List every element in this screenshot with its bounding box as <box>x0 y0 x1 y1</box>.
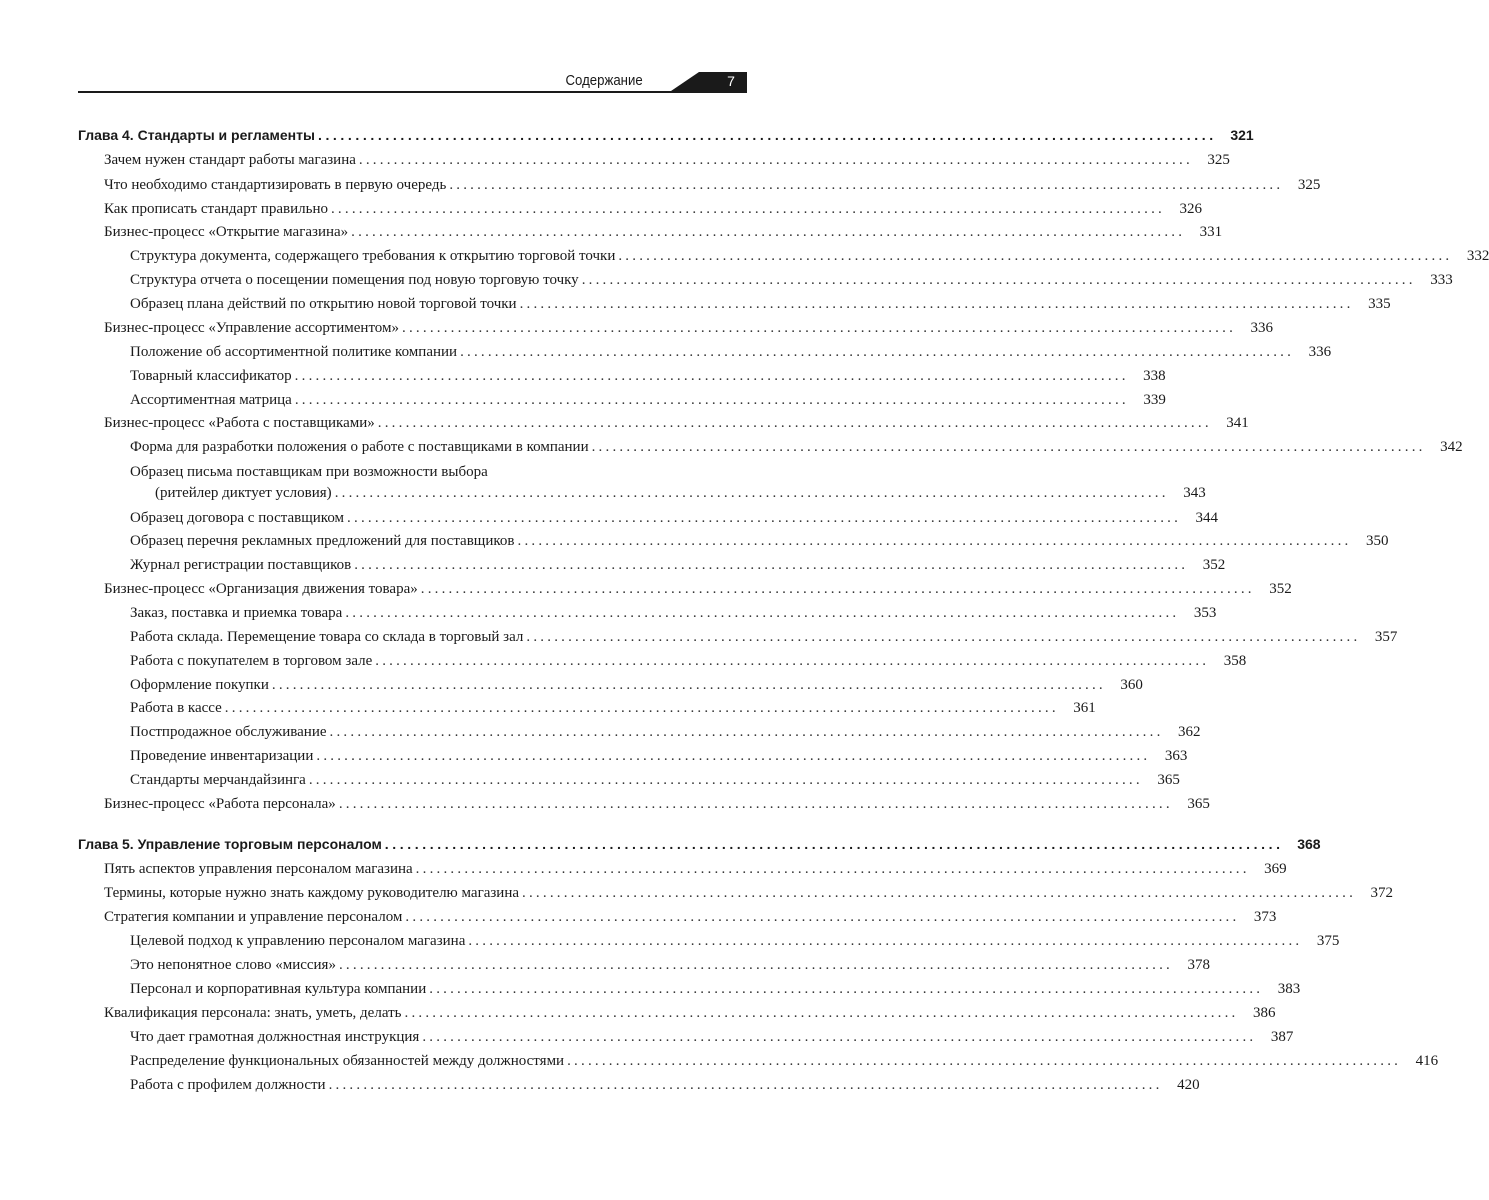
page-number: 7 <box>727 73 735 89</box>
dot-leader: ........................................................................................................................ <box>618 248 1453 264</box>
dot-leader: ........................................................................................................................ <box>338 796 1173 812</box>
toc-entry-title: Бизнес-процесс «Управление ассортиментом» <box>104 320 400 336</box>
toc-entry-title: Структура отчета о посещении помещения под новую торговую точку <box>130 272 579 288</box>
toc-entry <box>104 318 1274 338</box>
toc-entry <box>104 859 1287 879</box>
running-header-title: Содержание <box>565 72 643 89</box>
toc-page-number: 369 <box>1264 861 1287 877</box>
toc-entry <box>104 883 1394 903</box>
toc-page-number: 325 <box>1207 152 1230 168</box>
toc-entry-title: Образец плана действий по открытию новой торговой точки <box>130 296 517 312</box>
toc-entry <box>104 907 1277 927</box>
toc-entry-title: Постпродажное обслуживание <box>130 724 327 740</box>
toc-subentry <box>130 931 1340 951</box>
toc-page-number: 383 <box>1277 981 1301 997</box>
toc-page-number: 341 <box>1226 415 1249 431</box>
toc-page-number: 353 <box>1193 605 1217 621</box>
toc-entry-title: Распределение функциональных обязанностей между должностями <box>130 1053 565 1069</box>
toc-subentry <box>130 651 1247 671</box>
dot-leader: ........................................................................................................................ <box>330 201 1165 217</box>
dot-leader: ........................................................................................................................ <box>308 772 1143 788</box>
toc-entry-title: Положение об ассортиментной политике компании <box>130 344 458 360</box>
toc-entry-title: Товарный классификатор <box>130 368 292 384</box>
toc-subentry <box>130 698 1096 718</box>
toc-page-number: 373 <box>1253 909 1277 925</box>
dot-leader: ........................................................................................................................ <box>345 605 1180 621</box>
toc-entry-title: Пять аспектов управления персоналом магазина <box>104 861 413 877</box>
dot-leader: ........................................................................................................................ <box>517 533 1352 549</box>
toc-page-number: 352 <box>1269 581 1292 597</box>
dot-leader: ........................................................................................................................ <box>526 629 1361 645</box>
dot-leader: ........................................................................................................................ <box>429 981 1264 997</box>
toc-page-number: 332 <box>1466 248 1489 264</box>
toc-subentry <box>130 979 1301 999</box>
toc-entry <box>104 222 1223 242</box>
toc-subentry <box>130 770 1180 790</box>
toc-subentry <box>130 342 1332 362</box>
toc-page-number: 368 <box>1297 836 1321 852</box>
toc-subentry <box>130 246 1489 266</box>
toc-chapter-5 <box>78 834 1321 854</box>
toc-entry-title: Образец письма поставщикам при возможности выбора <box>130 464 488 480</box>
dot-leader: ........................................................................................................................ <box>468 933 1303 949</box>
toc-entry-title: Работа с профилем должности <box>130 1077 326 1093</box>
toc-page-number: 372 <box>1370 885 1394 901</box>
toc-subentry <box>130 627 1398 647</box>
toc-page-number: 336 <box>1250 320 1274 336</box>
dot-leader: ........................................................................................................................ <box>271 677 1106 693</box>
toc-page-number: 336 <box>1308 344 1332 360</box>
dot-leader: ........................................................................................................................ <box>405 909 1240 925</box>
toc-page-number: 360 <box>1120 677 1143 693</box>
dot-leader: ........................................................................................................................ <box>334 485 1169 501</box>
toc-subentry <box>130 722 1201 742</box>
toc-subentry <box>130 531 1389 551</box>
toc-page-number: 352 <box>1202 557 1226 573</box>
toc-entry-title: Ассортиментная матрица <box>130 392 292 408</box>
toc-entry-title: Бизнес-процесс «Работа с поставщиками» <box>104 415 375 431</box>
dot-leader: ........................................................................................................................ <box>358 152 1193 168</box>
dot-leader: ........................................................................................................................ <box>449 177 1284 193</box>
toc-page-number: 378 <box>1187 957 1210 973</box>
toc-entry-title: Проведение инвентаризации <box>130 748 314 764</box>
toc-chapter-4 <box>78 125 1254 145</box>
toc-entry-title: Работа с покупателем в торговом зале <box>130 653 373 669</box>
dot-leader: ........................................................................................................................ <box>415 861 1250 877</box>
dot-leader: ........................................................................................................................ <box>317 127 1217 143</box>
toc-subentry <box>130 746 1188 766</box>
toc-entry <box>104 579 1292 599</box>
header-rule <box>78 91 747 93</box>
toc-entry-title: Бизнес-процесс «Открытие магазина» <box>104 224 349 240</box>
toc-entry <box>104 175 1321 195</box>
toc-chapter-title: Глава 5. Управление торговым персоналом <box>78 836 382 852</box>
dot-leader: ........................................................................................................................ <box>375 653 1210 669</box>
dot-leader: ........................................................................................................................ <box>354 557 1189 573</box>
toc-subentry <box>130 437 1463 457</box>
toc-page-number: 333 <box>1430 272 1453 288</box>
dot-leader: ........................................................................................................................ <box>402 320 1237 336</box>
toc-entry-title: Бизнес-процесс «Организация движения товара» <box>104 581 418 597</box>
toc-entry-title: Персонал и корпоративная культура компании <box>130 981 427 997</box>
toc-subentry <box>130 1051 1439 1071</box>
toc-page-number: 325 <box>1297 177 1321 193</box>
dot-leader: ........................................................................................................................ <box>294 368 1129 384</box>
toc-subentry <box>130 1075 1200 1095</box>
toc-entry-title: Стратегия компании и управление персоналом <box>104 909 403 925</box>
toc-subentry <box>130 390 1166 410</box>
toc-page-number: 387 <box>1270 1029 1294 1045</box>
dot-leader: ........................................................................................................................ <box>567 1053 1402 1069</box>
dot-leader: ........................................................................................................................ <box>338 957 1173 973</box>
dot-leader: ........................................................................................................................ <box>294 392 1129 408</box>
toc-subentry <box>130 366 1166 386</box>
toc-entry <box>104 150 1230 170</box>
toc-entry-title: Стандарты мерчандайзинга <box>130 772 306 788</box>
dot-leader: ........................................................................................................................ <box>316 748 1151 764</box>
toc-page-number: 363 <box>1164 748 1188 764</box>
dot-leader: ........................................................................................................................ <box>351 224 1186 240</box>
toc-page-number: 416 <box>1415 1053 1439 1069</box>
toc-subentry <box>130 955 1210 975</box>
toc-entry-title: Целевой подход к управлению персоналом магазина <box>130 933 466 949</box>
toc-entry-title-continuation: (ритейлер диктует условия) <box>155 485 332 501</box>
toc-entry-title: Что необходимо стандартизировать в первую очередь <box>104 177 447 193</box>
toc-page-number: 357 <box>1374 629 1398 645</box>
toc-page-number: 326 <box>1179 201 1202 217</box>
toc-entry <box>104 413 1249 433</box>
dot-leader: ........................................................................................................................ <box>347 510 1182 526</box>
dot-leader: ........................................................................................................................ <box>581 272 1416 288</box>
toc-page-number: 386 <box>1253 1005 1276 1021</box>
toc-page-number: 420 <box>1177 1077 1200 1093</box>
toc-subentry <box>130 675 1143 695</box>
toc-entry-title: Зачем нужен стандарт работы магазина <box>104 152 356 168</box>
toc-entry-continuation <box>130 483 1206 503</box>
toc-page-number: 361 <box>1073 700 1096 716</box>
toc-subentry <box>130 555 1226 575</box>
toc-entry <box>104 1003 1276 1023</box>
toc-page-number: 375 <box>1316 933 1340 949</box>
toc-page-number: 358 <box>1223 653 1247 669</box>
dot-leader: ........................................................................................................................ <box>422 1029 1257 1045</box>
toc-entry-title: Работа склада. Перемещение товара со склада в торговый зал <box>130 629 524 645</box>
toc-subentry <box>130 603 1217 623</box>
toc-entry-title: Образец договора с поставщиком <box>130 510 345 526</box>
toc-subentry <box>130 508 1219 528</box>
dot-leader: ........................................................................................................................ <box>384 836 1284 852</box>
toc-entry-title: Образец перечня рекламных предложений для поставщиков <box>130 533 515 549</box>
toc-page-number: 350 <box>1366 533 1389 549</box>
dot-leader: ........................................................................................................................ <box>377 415 1212 431</box>
dot-leader: ........................................................................................................................ <box>329 724 1164 740</box>
running-header <box>0 0 849 100</box>
dot-leader: ........................................................................................................................ <box>519 296 1354 312</box>
dot-leader: ........................................................................................................................ <box>591 439 1426 455</box>
dot-leader: ........................................................................................................................ <box>420 581 1255 597</box>
toc-entry-title: Оформление покупки <box>130 677 269 693</box>
toc-subentry <box>130 270 1453 290</box>
toc-chapter-title: Глава 4. Стандарты и регламенты <box>78 127 315 143</box>
toc-entry-title: Это непонятное слово «миссия» <box>130 957 336 973</box>
toc-page-number: 335 <box>1368 296 1391 312</box>
toc-page-number: 365 <box>1187 796 1210 812</box>
dot-leader: ........................................................................................................................ <box>224 700 1059 716</box>
toc-entry-title: Что дает грамотная должностная инструкция <box>130 1029 420 1045</box>
toc-entry-title: Работа в кассе <box>130 700 222 716</box>
toc-entry-title: Квалификация персонала: знать, уметь, делать <box>104 1005 402 1021</box>
toc-page-number: 365 <box>1157 772 1180 788</box>
toc-entry-title: Структура документа, содержащего требования к открытию торговой точки <box>130 248 616 264</box>
toc-subentry <box>130 1027 1294 1047</box>
toc-page-number: 344 <box>1195 510 1219 526</box>
toc-page-number: 362 <box>1178 724 1201 740</box>
toc-page-number: 342 <box>1440 439 1463 455</box>
toc-entry-title: Термины, которые нужно знать каждому руководителю магазина <box>104 885 520 901</box>
toc-subentry-two-line <box>130 462 1206 503</box>
dot-leader: ........................................................................................................................ <box>328 1077 1163 1093</box>
dot-leader: ........................................................................................................................ <box>522 885 1357 901</box>
toc-entry-title: Как прописать стандарт правильно <box>104 201 328 217</box>
toc-page-number: 321 <box>1230 127 1254 143</box>
toc-page-number: 339 <box>1143 392 1166 408</box>
toc-entry-title: Заказ, поставка и приемка товара <box>130 605 343 621</box>
toc-page-number: 338 <box>1143 368 1166 384</box>
toc-entry-title: Бизнес-процесс «Работа персонала» <box>104 796 336 812</box>
dot-leader: ........................................................................................................................ <box>404 1005 1239 1021</box>
dot-leader: ........................................................................................................................ <box>460 344 1295 360</box>
toc-entry-title: Форма для разработки положения о работе с поставщиками в компании <box>130 439 589 455</box>
toc-entry-title: Журнал регистрации поставщиков <box>130 557 352 573</box>
toc-entry <box>104 199 1202 219</box>
toc-page-number: 343 <box>1183 485 1206 501</box>
toc-page-number: 331 <box>1199 224 1223 240</box>
toc-entry <box>104 794 1210 814</box>
toc-subentry <box>130 294 1391 314</box>
